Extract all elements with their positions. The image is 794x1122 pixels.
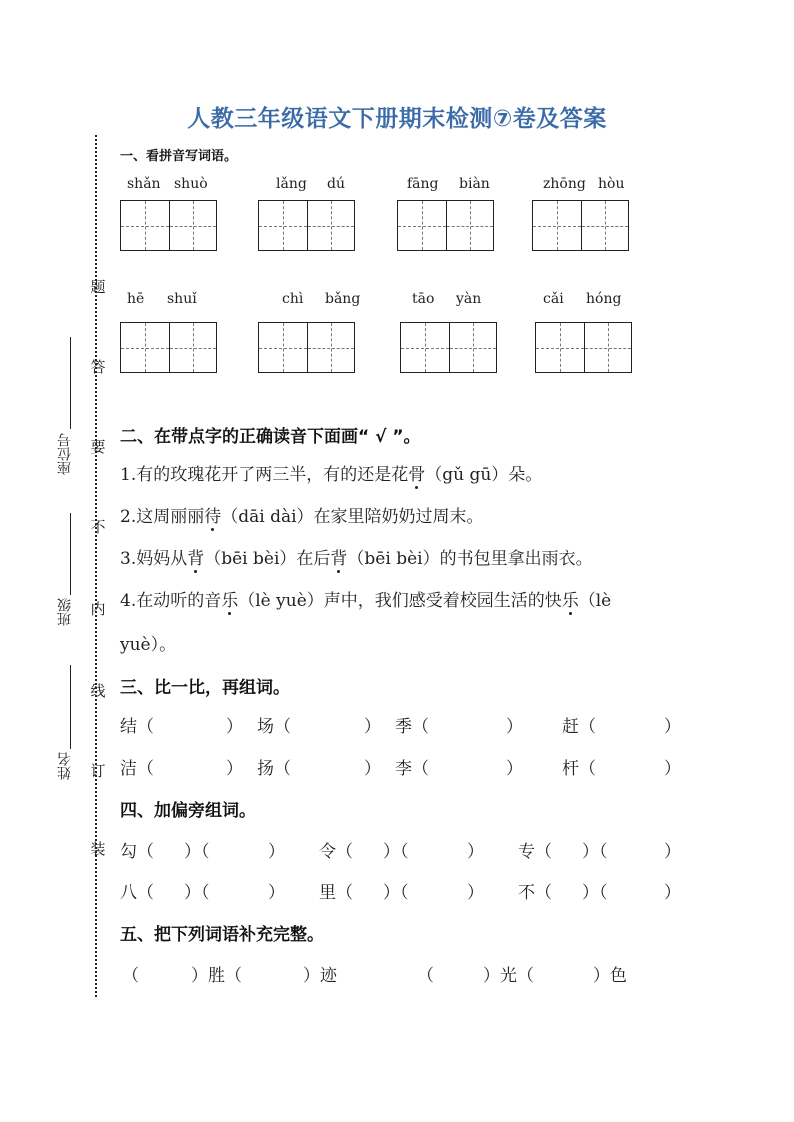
- pinyin: biàn: [459, 176, 490, 192]
- q-text: 1.有的玫瑰花开了两三半，有的还是花: [120, 465, 409, 485]
- section2-heading: 二、在带点字的正确读音下面画“ √ ”。: [120, 427, 421, 447]
- blank-close[interactable]: ）: [467, 883, 484, 903]
- writing-box[interactable]: [400, 322, 497, 373]
- q-text: （gǔ gū）朵。: [425, 465, 543, 485]
- binding-char-nei: 内: [90, 600, 106, 618]
- compare-item: 结（: [120, 717, 154, 737]
- pinyin: yàn: [456, 291, 482, 307]
- dotted-char: 待: [204, 507, 222, 527]
- dotted-char: 乐: [561, 591, 579, 611]
- q-text: 2.这周丽丽: [120, 507, 205, 527]
- blank-close[interactable]: ）: [364, 717, 381, 737]
- radical-item: 勾（: [120, 842, 154, 862]
- question-2-4-continued: yuè）。: [120, 635, 177, 655]
- binding-char-ti: 题: [90, 278, 106, 296]
- q-text: （lè: [578, 591, 612, 611]
- binding-dotted-line: [95, 135, 97, 997]
- pinyin: tāo: [412, 291, 435, 307]
- section5-heading: 五、把下列词语补充完整。: [120, 925, 324, 945]
- writing-box[interactable]: [397, 200, 494, 251]
- q-text: （bēi bèi）的书包里拿出雨衣。: [347, 549, 593, 569]
- q-text: （dāi dài）在家里陪奶奶过周末。: [221, 507, 484, 527]
- pinyin: bǎng: [325, 291, 361, 307]
- question-2-3: [120, 544, 593, 569]
- section4-heading: 四、加偏旁组词。: [120, 801, 256, 821]
- blank-close[interactable]: ）: [268, 842, 285, 862]
- pinyin: shuò: [174, 176, 208, 192]
- binding-char-da: 答: [90, 358, 106, 376]
- blank-close[interactable]: ）: [506, 759, 523, 779]
- idiom-part: ）色: [593, 966, 627, 986]
- pinyin: shǎn: [127, 176, 161, 192]
- blank-close[interactable]: ）: [664, 759, 681, 779]
- compare-item: 李（: [395, 759, 429, 779]
- pinyin: chì: [282, 291, 304, 307]
- dotted-char: 背: [187, 549, 205, 569]
- blank-close[interactable]: ）: [268, 883, 285, 903]
- blank-close[interactable]: ）: [226, 717, 243, 737]
- binding-char-zhuang: 装: [90, 840, 106, 858]
- writing-box[interactable]: [258, 200, 355, 251]
- idiom-part: ）迹: [303, 966, 337, 986]
- blank-close[interactable]: ）: [664, 883, 681, 903]
- class-line: [70, 513, 71, 595]
- question-2-2: [120, 502, 484, 527]
- q-text: 4.在动听的音: [120, 591, 222, 611]
- binding-char-xian: 线: [90, 682, 106, 700]
- pinyin: hóng: [586, 291, 622, 307]
- compare-item: 季（: [395, 717, 429, 737]
- q-text: （bēi bèi）在后: [204, 549, 331, 569]
- blank-close[interactable]: ）: [506, 717, 523, 737]
- blank-separator[interactable]: ）（: [582, 842, 608, 862]
- page-title: 人教三年级语文下册期末检测⑦卷及答案: [187, 106, 607, 132]
- blank-close[interactable]: ）: [664, 717, 681, 737]
- compare-item: 场（: [257, 717, 291, 737]
- pinyin: cǎi: [543, 291, 564, 307]
- section1-heading: 一、看拼音写词语。: [120, 149, 238, 164]
- radical-item: 不（: [518, 883, 552, 903]
- compare-item: 赶（: [562, 717, 596, 737]
- writing-box[interactable]: [120, 322, 217, 373]
- blank-separator[interactable]: ）（: [582, 883, 608, 903]
- pinyin: fāng: [407, 176, 439, 192]
- idiom-part: ）光（: [483, 966, 534, 986]
- seat-number-line: [70, 337, 71, 429]
- pinyin: zhōng: [543, 176, 586, 192]
- section3-heading: 三、比一比，再组词。: [120, 678, 290, 698]
- compare-item: 扬（: [257, 759, 291, 779]
- compare-item: 洁（: [120, 759, 154, 779]
- blank-close[interactable]: ）: [467, 842, 484, 862]
- blank-separator[interactable]: ）（: [184, 842, 210, 862]
- binding-char-yao: 要: [90, 438, 106, 456]
- radical-item: 专（: [518, 842, 552, 862]
- class-label: 班级: [57, 598, 73, 626]
- binding-char-ding: 订: [90, 762, 106, 780]
- blank-close[interactable]: ）: [226, 759, 243, 779]
- blank-open[interactable]: （: [122, 966, 139, 986]
- writing-box[interactable]: [532, 200, 629, 251]
- pinyin: hòu: [598, 176, 625, 192]
- writing-box[interactable]: [258, 322, 355, 373]
- writing-box[interactable]: [120, 200, 217, 251]
- pinyin: dú: [327, 176, 345, 192]
- pinyin: shuǐ: [167, 291, 197, 307]
- name-line: [70, 665, 71, 749]
- radical-item: 里（: [319, 883, 353, 903]
- binding-char-bu: 不: [90, 518, 106, 536]
- question-2-4: [120, 586, 611, 611]
- blank-open[interactable]: （: [417, 966, 434, 986]
- q-text: （lè yuè）声中，我们感受着校园生活的快: [238, 591, 562, 611]
- blank-close[interactable]: ）: [364, 759, 381, 779]
- dotted-char: 乐: [221, 591, 239, 611]
- radical-item: 令（: [319, 842, 353, 862]
- blank-separator[interactable]: ）（: [383, 883, 409, 903]
- pinyin: lǎng: [276, 176, 307, 192]
- name-label: 姓名: [57, 752, 73, 780]
- compare-item: 杆（: [562, 759, 596, 779]
- pinyin: hē: [127, 291, 145, 307]
- blank-separator[interactable]: ）（: [383, 842, 409, 862]
- blank-close[interactable]: ）: [664, 842, 681, 862]
- blank-separator[interactable]: ）（: [184, 883, 210, 903]
- dotted-char: 骨: [408, 465, 426, 485]
- radical-item: 八（: [120, 883, 154, 903]
- dotted-char: 背: [330, 549, 348, 569]
- idiom-part: ）胜（: [191, 966, 242, 986]
- question-2-1: [120, 460, 542, 485]
- q-text: 3.妈妈从: [120, 549, 188, 569]
- writing-box[interactable]: [535, 322, 632, 373]
- seat-number-label: 座位号: [57, 433, 73, 475]
